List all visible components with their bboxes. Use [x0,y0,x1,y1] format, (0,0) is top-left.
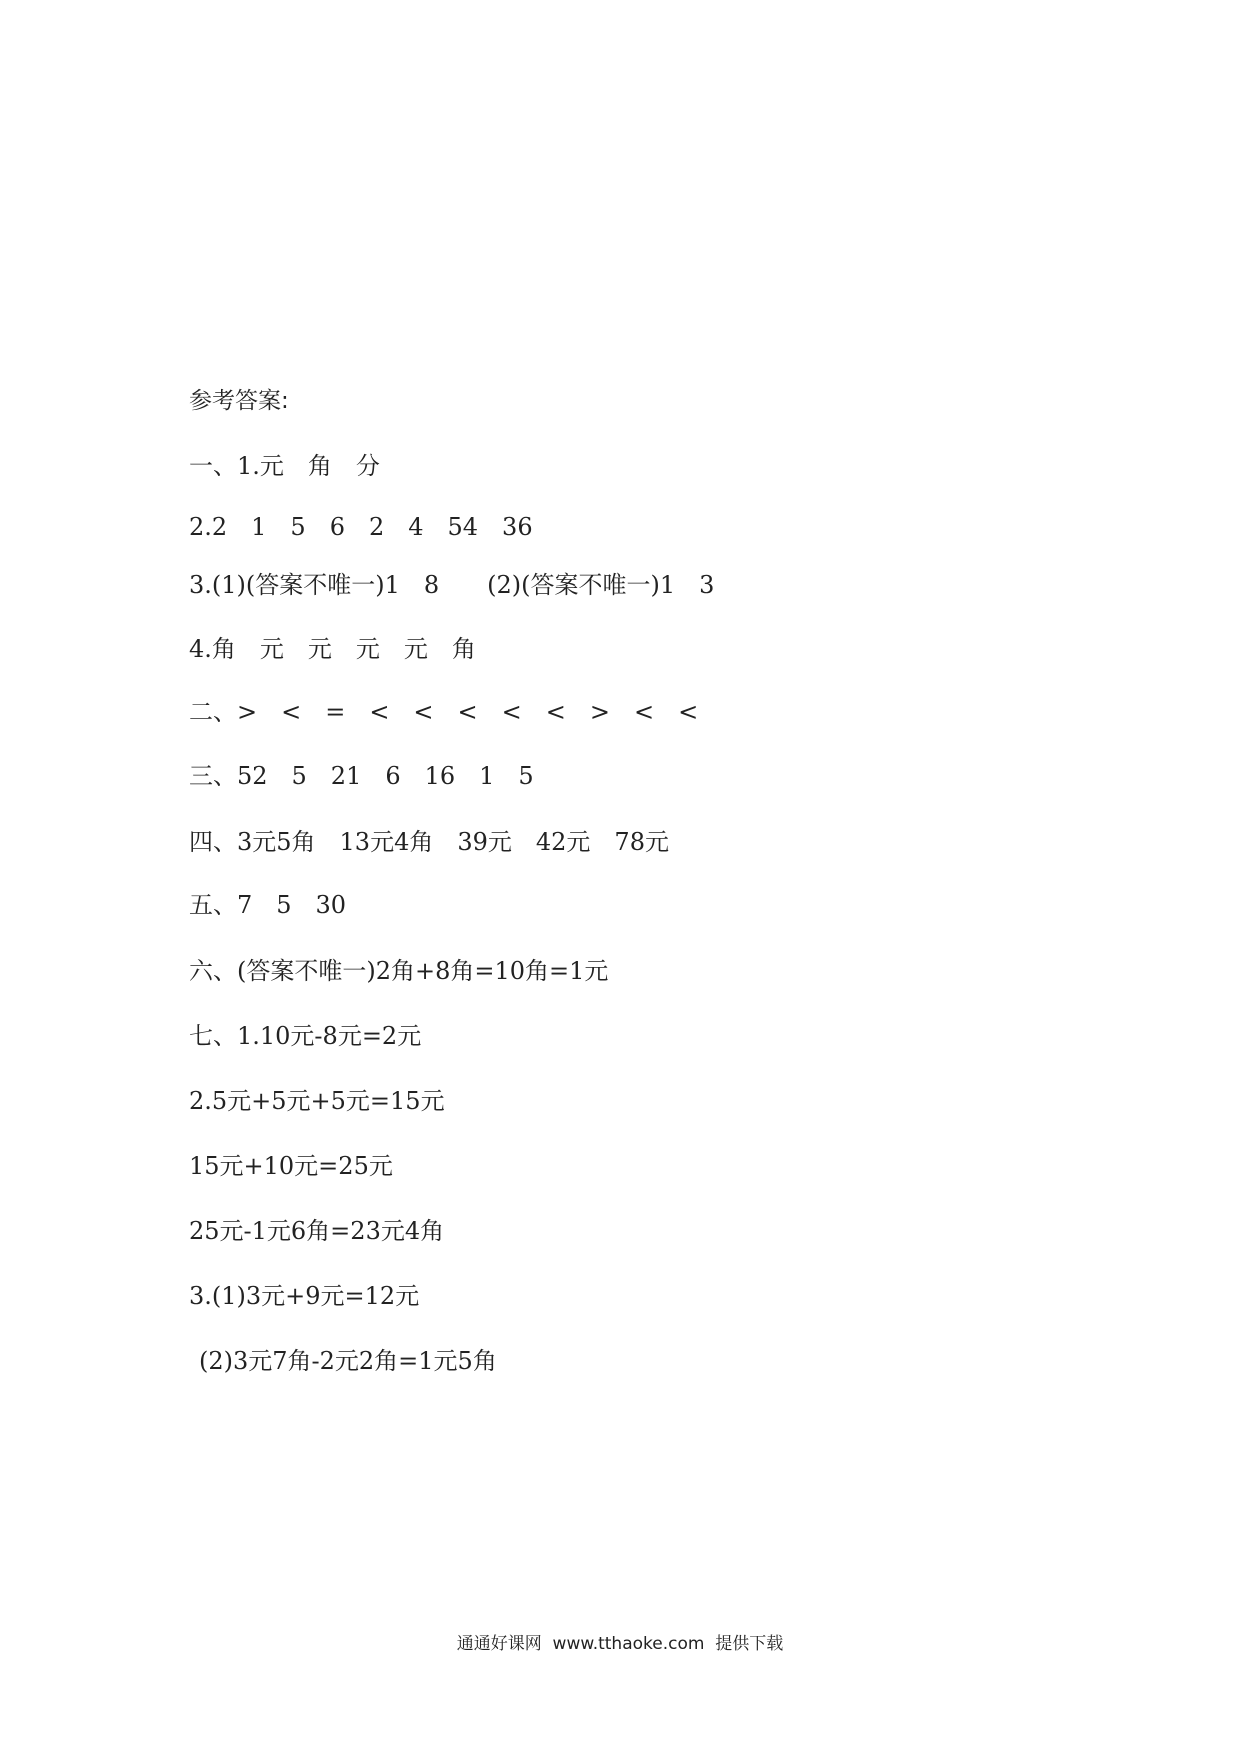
answer-line-9: 六、(答案不唯一)2角+8角=10角=1元 [189,957,609,985]
answer-line-13: 25元-1元6角=23元4角 [189,1217,445,1245]
page-footer: 通通好课网 www.tthaoke.com 提供下载 [456,1634,784,1654]
answer-line-14: 3.(1)3元+9元=12元 [189,1282,420,1310]
answer-line-4: 4.角 元 元 元 元 角 [189,635,476,663]
answer-line-7: 四、3元5角 13元4角 39元 42元 78元 [189,828,669,856]
answer-line-10: 七、1.10元-8元=2元 [189,1022,422,1050]
answer-line-6: 三、52 5 21 6 16 1 5 [189,762,534,790]
answer-line-2: 2.2 1 5 6 2 4 54 36 [189,513,533,541]
answer-line-3: 3.(1)(答案不唯一)1 8 (2)(答案不唯一)1 3 [189,571,715,599]
answer-line-1: 一、1.元 角 分 [189,452,380,480]
answer-line-12: 15元+10元=25元 [189,1152,393,1180]
answer-line-15: (2)3元7角-2元2角=1元5角 [199,1347,497,1375]
answer-line-8: 五、7 5 30 [189,891,347,919]
answer-heading: 参考答案: [189,388,289,414]
answer-line-5: 二、> < = < < < < < > < < [189,698,699,726]
answer-line-11: 2.5元+5元+5元=15元 [189,1087,445,1115]
